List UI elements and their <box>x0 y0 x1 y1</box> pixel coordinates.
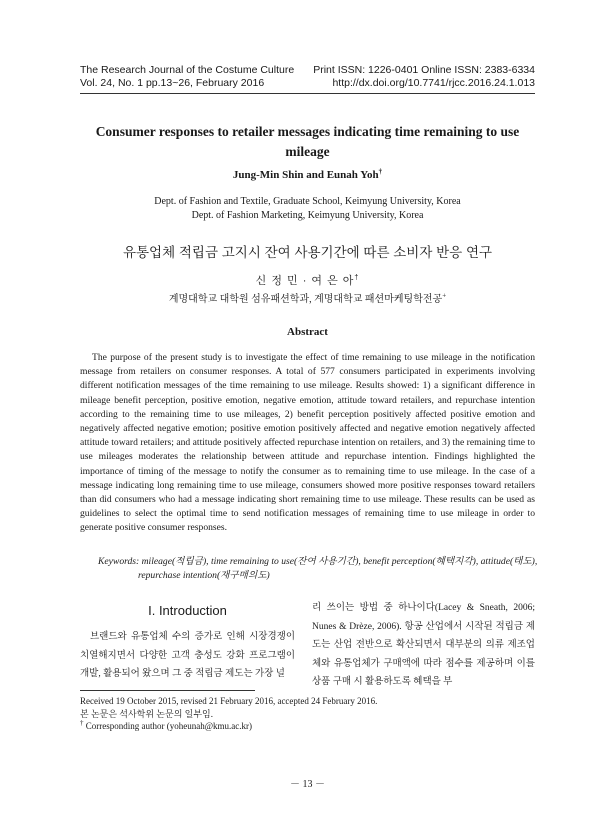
journal-name: The Research Journal of the Costume Culture <box>80 64 295 76</box>
footnotes <box>80 695 535 733</box>
korean-corresponding-mark: † <box>354 274 360 282</box>
abstract-body: The purpose of the present study is to investigate the effect of time remaining to use mileage in the notification message from retailers on consumer responses. A total of 577 consumers participated in experiments involving different notification messages of the time remaining to use mileage. Results showed: 1) a significant difference in mileage benefit perception, positive emotion, negative emotion, attitude toward retailers, and repurchase intention according to the remaining time to use mileages, 2) benefit perception positively affected positive emotion and negatively affected negative emotion; positive emotion positively affected and negative emotion negatively affected attitude toward retailers; and attitude positively affected repurchase intention on retailers, and 3) the remaining time to use mileages moderates the relationship between attitude and repurchase intention. Findings highlighted the importance of timing of the message to notify the consumer as to remaining time to use mileage. In the case of a message indicating long remaining time to use mileage, consumers showed more positive responses toward retailers than did consumers who had a message indicating short remaining time to use mileage. These results can be used as guidelines to select the optimal time to send notification messages of remaining time to use mileage in order to generate positive consumer responses. <box>80 352 535 534</box>
running-header <box>80 64 535 90</box>
abstract-heading: Abstract <box>287 326 328 338</box>
page-number: － 13 － <box>290 779 325 790</box>
affiliations <box>80 195 535 223</box>
corresponding-mark: † <box>378 167 383 176</box>
affiliation-1: Dept. of Fashion and Textile, Graduate School, Keimyung University, Korea <box>154 196 461 207</box>
keywords <box>98 555 538 583</box>
footnote-received: Received 19 October 2015, revised 21 February 2016, accepted 24 February 2016. <box>80 696 378 706</box>
footnote-corresponding-mark: † <box>80 719 84 727</box>
korean-title: 유통업체 적립금 고지시 잔여 사용기간에 따른 소비자 반응 연구 <box>122 245 493 260</box>
korean-affiliation-text: 계명대학교 대학원 섬유패션학과, 계명대학교 패션마케팅학전공 <box>168 294 443 305</box>
paper-title: Consumer responses to retailer messages indicating time remaining to use mileage <box>95 124 520 159</box>
intro-column-1: 브랜드와 유통업체 수의 증가로 인해 시장경쟁이 치열해지면서 다양한 고객 충성도 강화 프로그램이 개발, 활용되어 왔으며 그 중 적립금 제도는 가장 널 <box>80 632 295 680</box>
author-list <box>80 169 535 181</box>
korean-affiliation <box>80 290 535 305</box>
footnote-corresponding <box>80 720 535 733</box>
korean-author-list <box>80 272 535 288</box>
intro-column-2: 리 쓰이는 방법 중 하나이다(Lacey & Sneath, 2006; Nunes & Drèze, 2006). 항공 산업에서 시작된 적립금 제도는 산업 전반으로 확산되면서 대부분의 의류 제조업체와 유통업체가 구매액에 따라 점수를 제공하며 이를 상품 구매 시 활용하도록 혜택을 부 <box>312 603 535 688</box>
issn: Print ISSN: 1226-0401 Online ISSN: 2383-6334 <box>313 64 535 76</box>
korean-author-names: 신 정 민 · 여 은 아 <box>255 275 355 287</box>
keywords-line-1: Keywords: mileage(적립금), time remaining to use(잔여 사용기간), benefit perception(혜택지각), attitude(태도), <box>98 556 538 567</box>
doi-link[interactable]: http://dx.doi.org/10.7741/rjcc.2016.24.1.013 <box>332 77 535 89</box>
author-names: Jung-Min Shin and Eunah Yoh <box>232 169 379 181</box>
footnote-corresponding-text: Corresponding author (yoheunah@kmu.ac.kr) <box>85 721 252 731</box>
korean-affiliation-mark: + <box>442 291 447 300</box>
volume-info: Vol. 24, No. 1 pp.13~26, February 2016 <box>80 77 265 89</box>
footnote-thesis: 본 논문은 석사학위 논문의 일부임. <box>80 708 213 719</box>
keywords-line-2: repurchase intention(재구매의도) <box>138 570 270 581</box>
section-heading-introduction: I. Introduction <box>148 603 227 618</box>
footnote-divider <box>80 690 255 691</box>
header-divider <box>80 93 535 94</box>
affiliation-2: Dept. of Fashion Marketing, Keimyung University, Korea <box>191 210 424 221</box>
